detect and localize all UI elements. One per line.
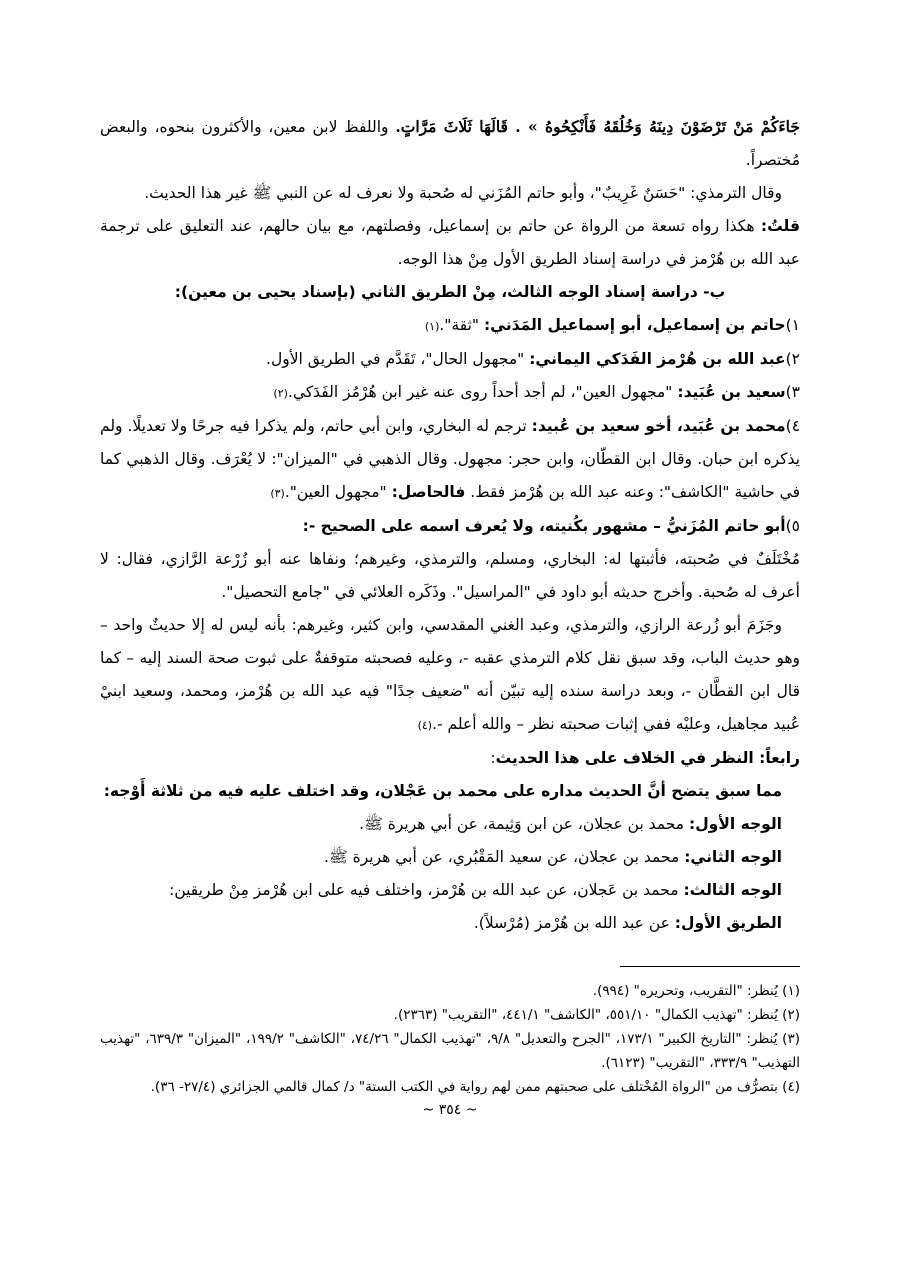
narrator-item-3 [100,376,800,410]
faces-intro: مما سبق يتضح أنَّ الحديث مداره على محمد بن عَجْلان، وقد اختلف عليه فيه من ثلاثة أَوْجه: [103,782,782,800]
qultu-lead: قلتُ: [760,217,800,235]
footnote-ref: (٤) [417,719,433,732]
narrator-name: محمد بن عُبَيد، أخو سعيد بن عُبيد: [531,417,786,435]
heading-colon: : [490,749,496,767]
path-label: الطريق الأول: [674,914,782,932]
narrator-name: عبد الله بن هُرْمز الفَدَكي اليماني: [529,350,786,368]
page-number: ~ ٣٥٤ ~ [422,1102,478,1118]
face-label: الوجه الثاني: [684,848,782,866]
path-text: عن عبد الله بن هُرْمز (مُرْسلاً). [473,914,675,932]
path-1 [100,907,800,940]
footnote-3: (٣) يُنظر: "التاريخ الكبير" ١٧٣/١، "الجرح والتعديل" ٩/٨، "تهذيب الكمال" ٧٤/٢٦، "الكاشف" ١٩٩/٢، "الميزان" ٦٣٩/٣، "تهذيب التهذيب" ٣٣٣/٩، "التقريب" (٦١٢٣). [100,1031,800,1071]
narrator-name: سعيد بن عُبَيد: [677,383,786,401]
footnote-separator [620,966,800,967]
footnotes [100,979,800,1099]
footnote-ref: (٢) [273,387,288,400]
narrator-name: أبو حاتم المُزَنيُّ – مشهور بكُنيته، ولا يُعرف اسمه على الصحيح -: [302,517,786,535]
face-1 [100,808,800,841]
decision-text: وجَزَمَ أبو زُرعة الرازي، والترمذي، وعبد الغني المقدسي، وابن كثير، وغيرهم: بأنه ليس له إلا حديثٌ واحد – وهو حديث الباب، وقد سبق نقل كلام الترمذي عقبه -، وعليه فصحبته متوقفةٌ على ثبوت صحة السند إليه – كما قال ابن القطَّان -، وبعد دراسة سنده إليه تبيّن أنه "ضعيف جدًا" فيه عبد الله بن هُرْمز، ومحمد، وسعيد ابنيْ عُبيد مجاهيل، وعليْه ففي إثبات صحبته نظر – والله أعلم -. [100,616,800,733]
face-2 [100,841,800,874]
subheading-study: ب- دراسة إسناد الوجه الثالث، مِنْ الطريق الثاني (بإسناد يحيى بن معين): [174,283,726,301]
narrator-name: حاتم بن إسماعيل، أبو إسماعيل المَدَني: [483,316,786,334]
conclusion-text: "مجهول العين". [284,483,392,501]
hadith-quote: جَاءَكُمْ مَنْ تَرْضَوْنَ دِينَهُ وَخُلُقَهُ فَأَنْكِحُوهُ » . قَالَهَا ثَلَاثَ مَرَّاتٍ. [395,117,800,136]
conclusion-lead: فالحاصل: [391,483,466,501]
item-number: ٣) [785,383,800,401]
item-number: ٢) [785,350,800,368]
footnote-1: (١) يُنظر: "التقريب، وتحريره" (٩٩٤). [592,983,800,999]
companionship-disputed-paragraph: مُخْتَلَفٌ في صُحبته، فأثبتها له: البخاري، ومسلم، والترمذي، وغيرهم؛ ونفاها عنه أبو زُرْعة الرَّازي، فقال: لا أعرف له صُحبة. وأخرج حديثه أبو داود في "المراسيل". وذَكَره العلائي في "جامع التحصيل". [100,550,800,601]
narrator-details: ترجم له البخاري، وابن أبي حاتم، ولم يذكرا فيه جرحًا ولا تعديلًا. ولم يذكره ابن حبان. وقال ابن القطّان، وابن حجر: مجهول. وقال الذهبي في "الميزان": لا يُعْرَف. وقال الذهبي كما في حاشية "الكاشف": وعنه عبد الله بن هُرْمز فقط. [100,417,800,501]
companionship-decision-paragraph [100,609,800,742]
narrator-item-5 [100,510,800,543]
section-heading [100,742,800,775]
face-text: محمد بن عَجلان، عن عبد الله بن هُرْمز، واختلف فيه على ابن هُرْمز مِنْ طريقين: [169,881,684,899]
qultu-paragraph [100,210,800,276]
footnote-ref: (٣) [270,487,285,500]
face-3 [100,874,800,907]
narrator-verdict: "مجهول العين"، لم أجد أحداً روى عنه غير ابن هُرْمُز الفَدَكي. [287,383,678,401]
main-text [100,110,800,940]
narrator-verdict: "مجهول الحال"، تَقَدَّم في الطريق الأول. [266,350,530,368]
qultu-text: هكذا رواه تسعة من الرواة عن حاتم بن إسماعيل، وفصلتهم، مع بيان حالهم، عند التعليق على ترجمة عبد الله بن هُرْمز في دراسة إسناد الطريق الأول مِنْ هذا الوجه. [100,217,800,268]
hadith-note: واللفظ لابن معين، والأكثرون بنحوه، والبعض مُختصراً. [100,118,800,169]
face-text: محمد بن عجلان، عن ابن وَثِيمة، عن أبي هريرة ﷺ. [359,815,690,833]
item-number: ١) [785,316,800,334]
face-text: محمد بن عجلان، عن سعيد المَقْبُري، عن أبي هريرة ﷺ. [324,848,685,866]
narrator-item-1 [100,309,800,343]
narrator-verdict: "ثقة". [439,316,484,334]
face-label: الوجه الثالث: [683,881,782,899]
narrator-item-4 [100,410,800,510]
narrator-item-2 [100,343,800,376]
footnote-ref: (١) [424,320,440,333]
heading-number: رابعاً [765,749,800,767]
footnote-4: (٤) بتصرُّف من "الرواة المُخْتلف على صحبتهم ممن لهم رواية في الكتب الستة" د/ كمال قالمي الجزائري (٢٧/٤- ٣٦). [150,1079,800,1095]
footnote-2: (٢) يُنظر: "تهذيب الكمال" ٥٥١/١٠، "الكاشف" ٤٤١/١، "التقريب" (٢٣٦٣). [393,1007,800,1023]
hadith-text-paragraph [100,110,800,177]
face-label: الوجه الأول: [689,815,782,833]
item-number: ٥) [785,517,800,535]
heading-title: : النظر في الخلاف على هذا الحديث [495,749,766,767]
item-number: ٤) [785,417,801,435]
tirmidhi-paragraph: وقال الترمذي: "حَسَنٌ غَرِيبٌ"، وأبو حاتم المُزَني له صُحبة ولا نعرف له عن النبي ﷺ غير هذا الحديث. [144,184,782,202]
